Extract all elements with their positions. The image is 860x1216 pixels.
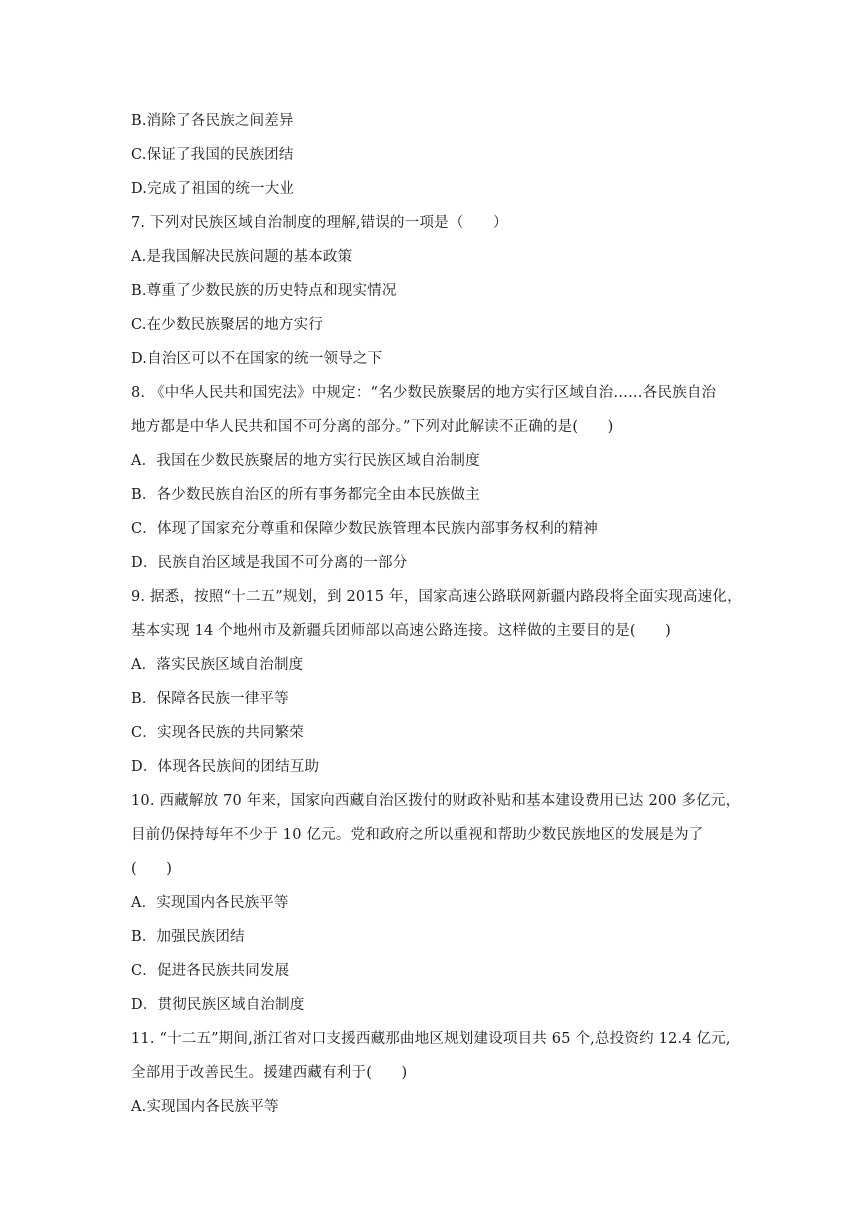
- option-7b: B.尊重了少数民族的历史特点和现实情况: [131, 283, 397, 299]
- option-6d: D.完成了祖国的统一大业: [131, 181, 295, 197]
- option-7a: A.是我国解决民族问题的基本政策: [131, 249, 353, 265]
- question-10-answer-blank: ( ): [131, 861, 173, 877]
- option-9b: B．保障各民族一律平等: [131, 691, 289, 707]
- option-8b: B．各少数民族自治区的所有事务都完全由本民族做主: [131, 487, 480, 503]
- option-7c: C.在少数民族聚居的地方实行: [131, 317, 323, 333]
- option-6c: C.保证了我国的民族团结: [131, 147, 294, 163]
- option-10b: B．加强民族团结: [131, 929, 245, 945]
- option-9c: C．实现各民族的共同繁荣: [131, 725, 304, 741]
- question-9-stem-line-1: 9. 据悉，按照“十二五”规划，到 2015 年，国家高速公路联网新疆内路段将全面实现高速化，: [131, 589, 742, 605]
- option-9a: A．落实民族区域自治制度: [131, 657, 304, 673]
- question-8-stem-line-1: 8. 《中华人民共和国宪法》中规定：“名少数民族聚居的地方实行区域自治……各民族自治: [131, 385, 717, 401]
- option-7d: D.自治区可以不在国家的统一领导之下: [131, 351, 383, 367]
- option-6b: B.消除了各民族之间差异: [131, 113, 294, 129]
- option-11a: A.实现国内各民族平等: [131, 1099, 279, 1115]
- option-8a: A．我国在少数民族聚居的地方实行民族区域自治制度: [131, 453, 480, 469]
- option-10c: C．促进各民族共同发展: [131, 963, 290, 979]
- question-9-stem-line-2: 基本实现 14 个地州市及新疆兵团师部以高速公路连接。这样做的主要目的是( ): [131, 623, 671, 639]
- question-10-stem-line-1: 10. 西藏解放 70 年来，国家向西藏自治区拨付的财政补贴和基本建设费用已达 200 多亿元，: [131, 793, 741, 809]
- option-10d: D．贯彻民族区域自治制度: [131, 997, 305, 1013]
- question-7-stem: 7. 下列对民族区域自治制度的理解,错误的一项是（ ）: [131, 215, 508, 231]
- question-11-stem-line-1: 11. “十二五”期间,浙江省对口支援西藏那曲地区规划建设项目共 65 个,总投资约 12.4 亿元,: [131, 1031, 731, 1047]
- option-8d: D．民族自治区域是我国不可分离的一部分: [131, 555, 408, 571]
- option-9d: D．体现各民族间的团结互助: [131, 759, 320, 775]
- question-10-stem-line-2: 目前仍保持每年不少于 10 亿元。党和政府之所以重视和帮助少数民族地区的发展是为了: [131, 827, 704, 843]
- question-8-stem-line-2: 地方都是中华人民共和国不可分离的部分。”下列对此解读不正确的是( ): [131, 419, 614, 435]
- option-8c: C．体现了国家充分尊重和保障少数民族管理本民族内部事务权利的精神: [131, 521, 598, 537]
- question-11-stem-line-2: 全部用于改善民生。援建西藏有利于( ): [131, 1065, 408, 1081]
- option-10a: A．实现国内各民族平等: [131, 895, 289, 911]
